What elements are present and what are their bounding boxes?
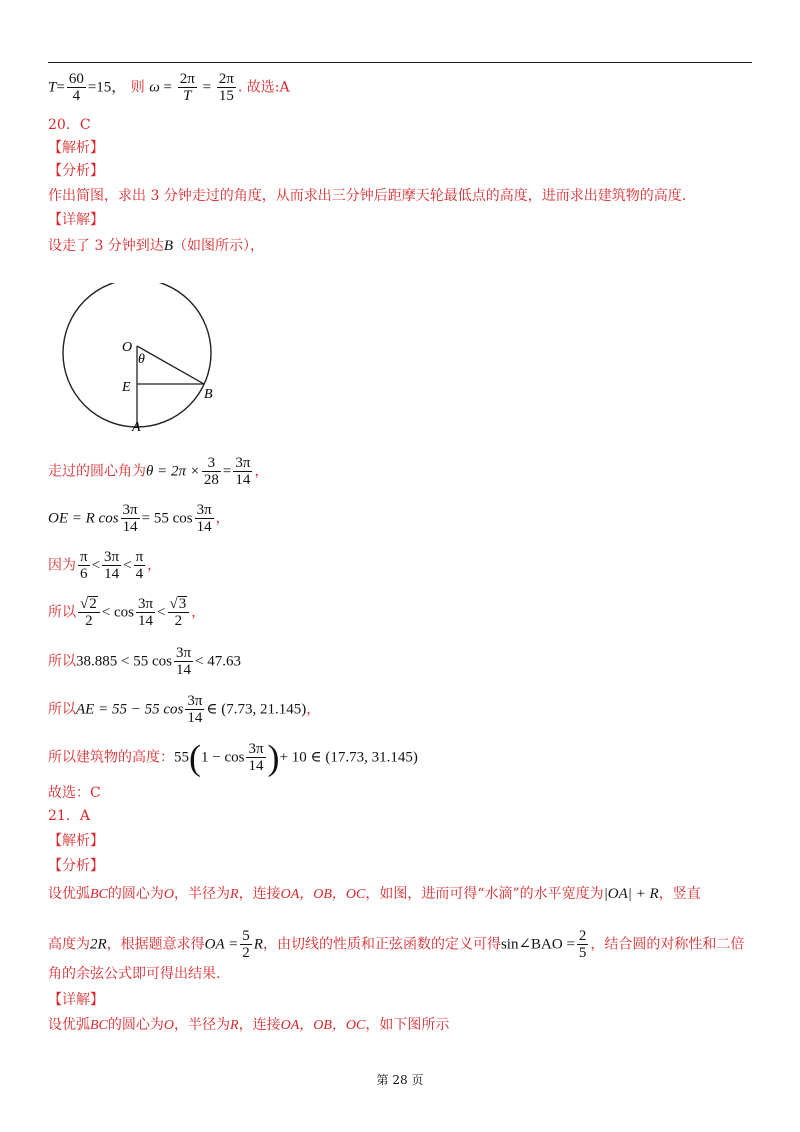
label-E: E: [122, 380, 131, 395]
label-theta: θ: [138, 352, 145, 367]
q20-jiexi: 【解析】: [48, 140, 104, 156]
fraction: $\frac{3\pi}{14}$: [137, 596, 154, 629]
q21-jiexi: 【解析】: [48, 833, 104, 849]
label-B: B: [204, 387, 213, 402]
fraction: $\frac{\pi}{4}$: [135, 549, 144, 582]
q20-xiangjie: 【详解】: [48, 212, 104, 228]
fraction: $\frac{3\pi}{14}$: [196, 502, 212, 535]
fraction: $\frac{3\pi}{14}$: [248, 741, 264, 774]
label-A: A: [132, 420, 141, 433]
q21-number: 21．A: [48, 808, 90, 824]
page-footer: 第 28 页: [376, 1073, 424, 1087]
fraction: $\frac{2\pi}{T}$: [179, 71, 195, 104]
q20-answer: 故选：C: [48, 785, 101, 801]
q20-fenxi: 【分析】: [48, 163, 104, 179]
label-O: O: [122, 340, 133, 355]
q20-height-line: 所以建筑物的高度：55(1 − cos $\frac{3\pi}{14}$ )+ 10 ∈ (17.73, 31.145): [48, 737, 418, 778]
q20-angle-line: 走过的圆心角为θ = 2π × $\frac{3}{28}$ = $\frac{3\pi}{14}$ ，: [48, 455, 269, 488]
q21-analysis-line3: 角的余弦公式即可得出结果.: [48, 966, 221, 982]
fraction: $\frac{3\pi}{14}$: [187, 693, 203, 726]
fraction: $\frac{3\pi}{14}$: [175, 645, 192, 678]
fraction: $\frac{2\pi}{15}$: [218, 71, 234, 104]
q20-analysis: 作出简图，求出 3 分钟走过的角度，从而求出三分钟后距摩天轮最低点的高度，进而求出建筑物的高度.: [48, 188, 687, 204]
prev-answer-line: T= $\frac{60}{4}$ =15， 则 ω = $\frac{2\pi}{T}$ = $\frac{2\pi}{15}$ . 故选:A: [48, 71, 290, 104]
q21-detail-line: 设优弧BC的圆心为O，半径为R，连接OA，OB，OC，如下图所示: [48, 1017, 450, 1033]
q20-numeric-bounds-line: 所以38.885 < 55 cos $\frac{3\pi}{14}$ < 47.63: [48, 645, 242, 678]
fraction: $\frac{3\pi}{14}$: [122, 502, 138, 535]
q21-xiangjie: 【详解】: [48, 992, 104, 1008]
q20-OE-line: OE = R cos $\frac{3\pi}{14}$ = 55 cos $\frac{3\pi}{14}$ ，: [48, 502, 230, 535]
fraction: $\frac{√3}{2}$: [168, 596, 190, 629]
fraction: $\frac{2}{5}$: [578, 928, 587, 961]
segment-OB: [137, 346, 204, 384]
wheel-figure: [58, 283, 218, 433]
fraction: $\frac{60}{4}$: [68, 71, 84, 104]
fraction: $\frac{3\pi}{14}$: [235, 455, 251, 488]
header-rule: [48, 62, 752, 63]
q20-setup: 设走了 3 分钟到达B（如图所示），: [48, 238, 264, 254]
fraction: $\frac{3\pi}{14}$: [104, 549, 120, 582]
q20-cos-bounds-line: 所以 $\frac{√2}{2}$ < cos $\frac{3\pi}{14}$ < $\frac{√3}{2}$ ，: [48, 596, 206, 629]
q20-number: 20．C: [48, 117, 91, 133]
fraction: $\frac{3}{28}$: [203, 455, 219, 488]
q21-fenxi: 【分析】: [48, 858, 104, 874]
q20-inequality-line: 因为 $\frac{\pi}{6}$ < $\frac{3\pi}{14}$ < $\frac{\pi}{4}$ ，: [48, 549, 162, 582]
fraction: $\frac{\pi}{6}$: [80, 549, 88, 582]
fraction: $\frac{5}{2}$: [242, 928, 250, 961]
q21-analysis-line2: 高度为2R，根据题意求得OA = $\frac{5}{2}$ R，由切线的性质和正弦函数的定义可得sin∠BAO = $\frac{2}{5}$ ，结合圆的对称性和二倍: [48, 928, 745, 961]
fraction: $\frac{√2}{2}$: [78, 596, 100, 629]
q21-analysis-line1: 设优弧BC的圆心为O，半径为R，连接OA，OB，OC，如图，进而可得“水滴”的水平宽度为|OA| + R，竖直: [48, 886, 701, 902]
q20-AE-line: 所以AE = 55 − 55 cos $\frac{3\pi}{14}$ ∈ (7.73, 21.145)，: [48, 693, 321, 726]
